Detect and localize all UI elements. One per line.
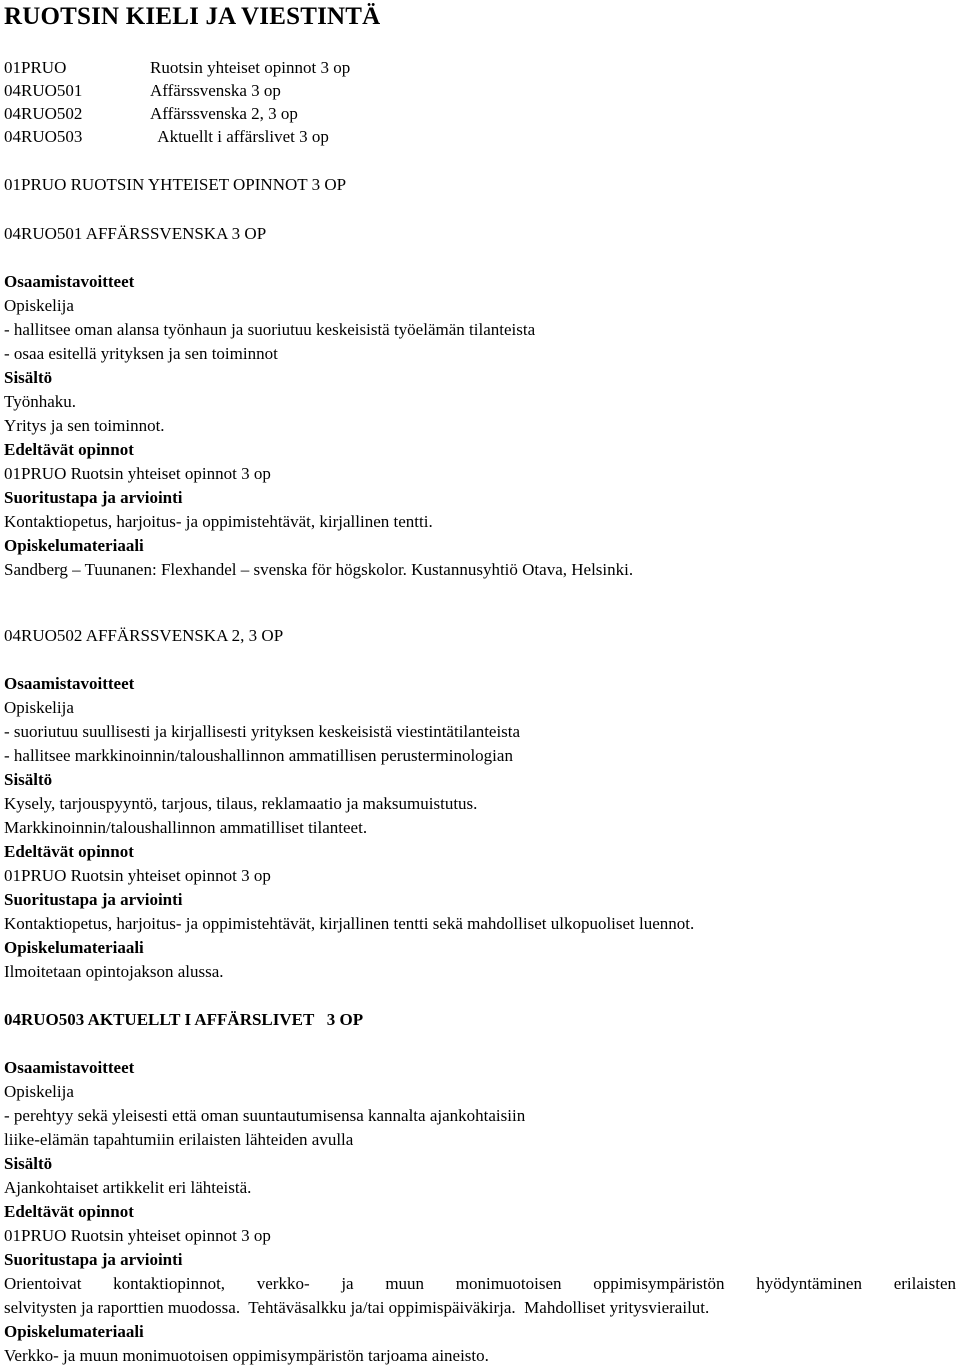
course-list-item (4, 56, 956, 79)
material-label: Opiskelumateriaali (4, 1322, 144, 1341)
content-label: Sisältö (4, 1154, 53, 1173)
document-title: RUOTSIN KIELI JA VIESTINTÄ (4, 3, 381, 30)
goals-label: Osaamistavoitteet (4, 674, 135, 693)
assessment-text: Orientoivat kontaktiopinnot, verkko- ja muun monimuotoisen oppimisympäristön hyödyntäminen erilaisten (4, 1274, 956, 1293)
goal-item: - osaa esitellä yrityksen ja sen toiminnot (4, 344, 278, 363)
content-label: Sisältö (4, 770, 53, 789)
goal-item: - hallitsee oman alansa työnhaun ja suoriutuu keskeisistä työelämän tilanteista (4, 320, 536, 339)
prerequisites-text: 01PRUO Ruotsin yhteiset opinnot 3 op (4, 464, 271, 483)
prerequisites-label: Edeltävät opinnot (4, 1202, 134, 1221)
material-text: Ilmoitetaan opintojakson alussa. (4, 962, 224, 981)
content-item: Ajankohtaiset artikkelit eri lähteistä. (4, 1178, 252, 1197)
material-label: Opiskelumateriaali (4, 938, 144, 957)
assessment-label: Suoritustapa ja arviointi (4, 890, 183, 909)
material-text: Sandberg – Tuunanen: Flexhandel – svenska för högskolor. Kustannusyhtiö Otava, Helsinki. (4, 560, 634, 579)
goal-item: - perehtyy sekä yleisesti että oman suuntautumisensa kannalta ajankohtaisiin (4, 1106, 526, 1125)
course-name: Affärssvenska 3 op (150, 81, 281, 100)
course-code: 01PRUO (4, 58, 67, 77)
course-list-item (4, 125, 956, 148)
content-item: Yritys ja sen toiminnot. (4, 416, 165, 435)
goal-item: liike-elämän tapahtumiin erilaisten lähteiden avulla (4, 1130, 354, 1149)
goals-label: Osaamistavoitteet (4, 1058, 135, 1077)
content-item: Työnhaku. (4, 392, 76, 411)
section-heading: 01PRUO RUOTSIN YHTEISET OPINNOT 3 OP (4, 175, 347, 194)
prerequisites-text: 01PRUO Ruotsin yhteiset opinnot 3 op (4, 1226, 271, 1245)
goal-item: - hallitsee markkinoinnin/taloushallinnon ammatillisen perusterminologian (4, 746, 513, 765)
course-code: 04RUO502 (4, 104, 83, 123)
goals-label: Osaamistavoitteet (4, 272, 135, 291)
student-label: Opiskelija (4, 1082, 74, 1101)
section-heading: 04RUO501 AFFÄRSSVENSKA 3 OP (4, 224, 267, 243)
assessment-text: Kontaktiopetus, harjoitus- ja oppimistehtävät, kirjallinen tentti sekä mahdolliset ulkopuoliset luennot. (4, 914, 695, 933)
content-item: Kysely, tarjouspyyntö, tarjous, tilaus, reklamaatio ja maksumuistutus. (4, 794, 478, 813)
course-list-item (4, 79, 956, 102)
goal-item: - suoriutuu suullisesti ja kirjallisesti yrityksen keskeisistä viestintätilanteista (4, 722, 521, 741)
course-section-04RUO502 (4, 624, 956, 984)
document-page (4, 0, 956, 1368)
prerequisites-label: Edeltävät opinnot (4, 440, 134, 459)
course-section-04RUO501 (4, 222, 956, 582)
material-text: Verkko- ja muun monimuotoisen oppimisympäristön tarjoama aineisto. (4, 1346, 489, 1365)
section-heading: 04RUO502 AFFÄRSSVENSKA 2, 3 OP (4, 626, 284, 645)
assessment-text: Kontaktiopetus, harjoitus- ja oppimistehtävät, kirjallinen tentti. (4, 512, 433, 531)
student-label: Opiskelija (4, 698, 74, 717)
course-name: Aktuellt i affärslivet 3 op (154, 127, 329, 146)
content-item: Markkinoinnin/taloushallinnon ammatilliset tilanteet. (4, 818, 368, 837)
prerequisites-label: Edeltävät opinnot (4, 842, 134, 861)
section-heading: 04RUO503 AKTUELLT I AFFÄRSLIVET 3 OP (4, 1010, 364, 1029)
course-code: 04RUO501 (4, 81, 83, 100)
assessment-label: Suoritustapa ja arviointi (4, 1250, 183, 1269)
assessment-text: selvitysten ja raporttien muodossa. Tehtäväsalkku ja/tai oppimispäiväkirja. Mahdolliset yritysvierailut. (4, 1298, 710, 1317)
course-list-item (4, 102, 956, 125)
student-label: Opiskelija (4, 296, 74, 315)
content-label: Sisältö (4, 368, 53, 387)
course-code: 04RUO503 (4, 127, 83, 146)
course-list (4, 56, 956, 148)
material-label: Opiskelumateriaali (4, 536, 144, 555)
course-name: Ruotsin yhteiset opinnot 3 op (150, 58, 351, 77)
course-name: Affärssvenska 2, 3 op (150, 104, 298, 123)
course-section-04RUO503 (4, 1008, 956, 1368)
prerequisites-text: 01PRUO Ruotsin yhteiset opinnot 3 op (4, 866, 271, 885)
assessment-label: Suoritustapa ja arviointi (4, 488, 183, 507)
